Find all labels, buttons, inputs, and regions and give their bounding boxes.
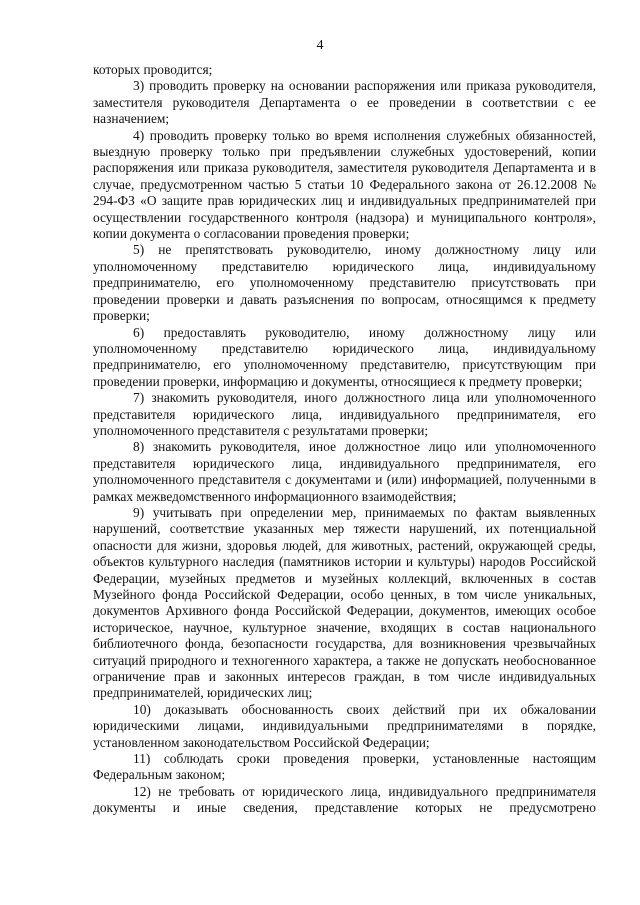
paragraph-item-6: 6) предоставлять руководителю, иному должностному лицу или уполномоченному представителю юридического лица, индивидуальному предпринимателю, его уполномоченному представителю, присутствующим при проведении проверки, информацию и документы, относящиеся к предмету проверки; [93,324,596,389]
paragraph-item-11: 11) соблюдать сроки проведения проверки, установленные настоящим Федеральным законом; [93,751,596,783]
paragraph-item-7: 7) знакомить руководителя, иного должностного лица или уполномоченного представителя юридического лица, индивидуального предпринимателя, его уполномоченного представителя с результатами проверки; [93,390,596,438]
paragraph-continuation: которых проводится; [93,62,213,77]
paragraph-item-4: 4) проводить проверку только во время исполнения служебных обязанностей, выездную проверку только при предъявлении служебных удостоверений, копии распоряжения или приказа руководителя, заместителя руководителя Департамента и в случае, предусмотренном частью 5 статьи 10 Федерального закона от 26.12.2008 № 294-ФЗ «О защите прав юридических лиц и индивидуальных предпринимателей при осуществлении государственного контроля (надзора) и муниципального контроля», копии документа о согласовании проведения проверки; [93,127,596,242]
paragraph-item-12: 12) не требовать от юридического лица, индивидуального предпринимателя документы и иные сведения, представление которых не предусмотрено [93,783,596,816]
document-body [93,62,596,817]
page-number: 4 [316,38,324,53]
paragraph-item-8: 8) знакомить руководителя, иное должностное лицо или уполномоченного представителя юридического лица, индивидуального предпринимателя, его уполномоченного представителя с документами и (или) информацией, полученными в рамках межведомственного информационного взаимодействия; [93,439,596,504]
paragraph-item-5: 5) не препятствовать руководителю, иному должностному лицу или уполномоченному представителю юридического лица, индивидуальному предпринимателю, его уполномоченному представителю присутствовать при проведении проверки и давать разъяснения по вопросам, относящимся к предмету проверки; [93,242,596,324]
paragraph-item-3: 3) проводить проверку на основании распоряжения или приказа руководителя, заместителя руководителя Департамента о ее проведении в соответствии с ее назначением; [93,78,596,127]
paragraph-item-9: 9) учитывать при определении мер, принимаемых по фактам выявленных нарушений, соответствие указанных мер тяжести нарушений, их потенциальной опасности для жизни, здоровья людей, для животных, растений, окружающей среды, объектов культурного наследия (памятников истории и культуры) народов Российской Федерации, музейных предметов и музейных коллекций, включенных в состав Музейного фонда Российской Федерации, особо ценных, в том числе уникальных, документов Архивного фонда Российской Федерации, документов, имеющих особое историческое, научное, культурное значение, входящих в состав национального библиотечного фонда, безопасности государства, для возникновения чрезвычайных ситуаций природного и техногенного характера, а также не допускать необоснованное ограничение прав и законных интересов граждан, в том числе индивидуальных предпринимателей, юридических лиц; [93,504,596,701]
paragraph-item-10: 10) доказывать обоснованность своих действий при их обжаловании юридическими лицами, индивидуальными предпринимателями в порядке, установленном законодательством Российской Федерации; [93,701,596,750]
